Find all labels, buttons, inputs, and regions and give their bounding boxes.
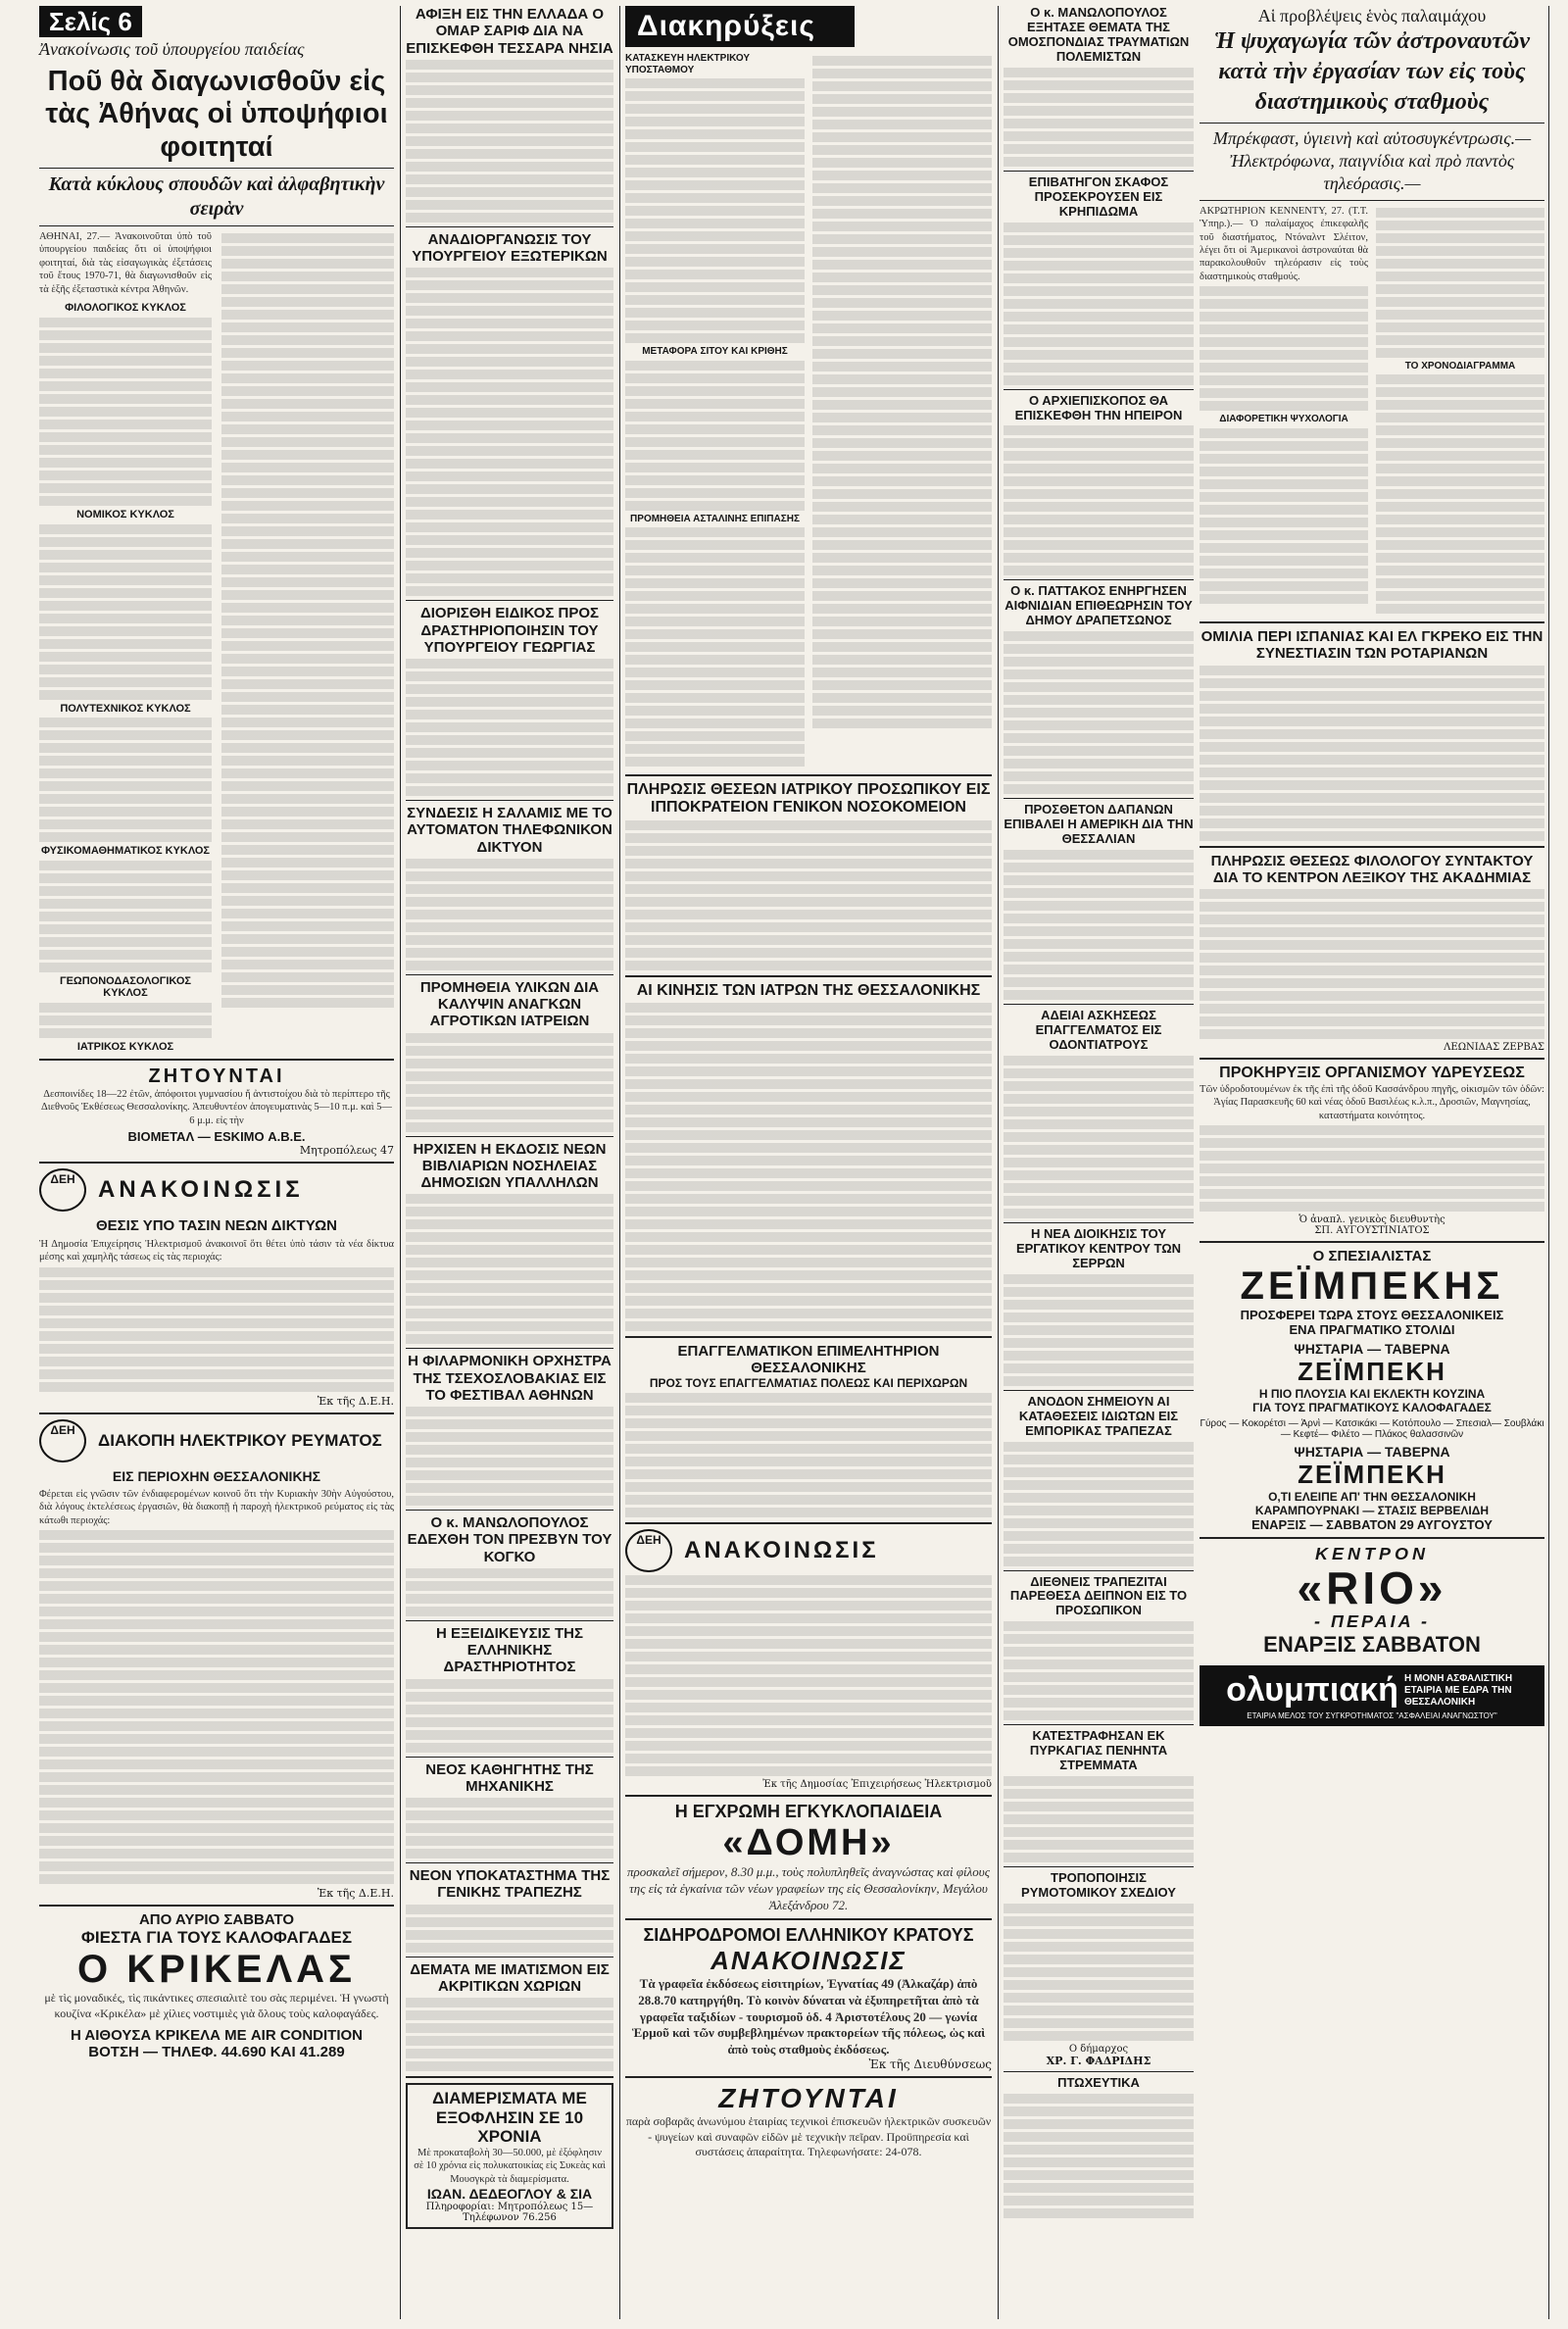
ad-name: Ο ΚΡΙΚΕΛΑΣ (76, 1948, 357, 1992)
text-block (406, 1194, 613, 1344)
ad-name: «RIO» (1297, 1561, 1447, 1613)
text-block (39, 524, 212, 700)
deh-logo-icon: ΔΕΗ (39, 1419, 86, 1462)
ad-menu: Γύρος — Κοκορέτσι — Ἀρνὶ — Κατσικάκι — Κοτόπουλο — Σπεσιαλ— Σουβλάκι— Κεφτέ— Φιλέτο — Πλάκος θαλασσινῶν (1200, 1417, 1544, 1440)
text-block (625, 820, 992, 970)
ad-sign: Ἐκ τῆς Δημοσίας Ἐπιχειρήσεως Ἠλεκτρισμοῦ (762, 1779, 992, 1791)
ad-side-text: Η ΜΟΝΗ ΑΣΦΑΛΙΣΤΙΚΗ ΕΤΑΙΡΙΑ ΜΕ ΕΔΡΑ ΤΗΝ ΘΕΣΣΑΛΟΝΙΚΗ (1403, 1672, 1513, 1708)
signature-name: ΣΠ. ΑΥΓΟΥΣΤΙΝΙΑΤΟΣ (1314, 1224, 1430, 1236)
ad-apartments (406, 2083, 613, 2229)
ad-pre: ΑΠΟ ΑΥΡΙΟ ΣΑΒΒΑΤΟ (138, 1911, 295, 1929)
article-headline: ΤΡΟΠΟΠΟΙΗΣΙΣ ΡΥΜΟΤΟΜΙΚΟΥ ΣΧΕΔΙΟΥ (1021, 1870, 1176, 1901)
ad-line: ΦΙΕΣΤΑ ΓΙΑ ΤΟΥΣ ΚΑΛΟΦΑΓΑΔΕΣ (80, 1928, 353, 1948)
article-headline: ΝΕΟΝ ΥΠΟΚΑΤΑΣΤΗΜΑ ΤΗΣ ΓΕΝΙΚΗΣ ΤΡΑΠΕΖΗΣ (409, 1867, 611, 1902)
text-block (39, 318, 212, 506)
article-headline: ΠΤΩΧΕΥΤΙΚΑ (1057, 2075, 1140, 2090)
ad-subtitle: ΑΝΑΚΟΙΝΩΣΙΣ (710, 1946, 906, 1976)
ad-line: ΖΕΪΜΠΕΚΗ (1298, 1356, 1446, 1386)
article-headline: ΣΥΝΔΕΣΙΣ Η ΣΑΛΑΜΙΣ ΜΕ ΤΟ ΑΥΤΟΜΑΤΟΝ ΤΗΛΕΦΩΝΙΚΟΝ ΔΙΚΤΥΟΝ (407, 805, 612, 856)
text-block (406, 1798, 613, 1858)
ad-phone: ΒΟΤΣΗ — ΤΗΛΕΦ. 44.690 ΚΑΙ 41.289 (88, 2043, 345, 2060)
text-block (1004, 1904, 1194, 2041)
main-headline: Ἡ ψυχαγωγία τῶν ἀστροναυτῶν κατὰ τὴν ἐργασίαν των εἰς τοὺς διαστημικοὺς σταθμοὺς (1214, 28, 1530, 116)
signature-name: ΛΕΩΝΙΔΑΣ ΖΕΡΒΑΣ (1444, 1042, 1544, 1054)
ad-domi (625, 1802, 992, 1913)
text-block (1004, 1776, 1194, 1862)
ad-name: «ΔΟΜΗ» (722, 1822, 895, 1864)
article-headline: ΔΙΟΡΙΣΘΗ ΕΙΔΙΚΟΣ ΠΡΟΣ ΔΡΑΣΤΗΡΙΟΠΟΙΗΣΙΝ ΤΟΥ ΥΠΟΥΡΓΕΙΟΥ ΓΕΩΡΓΙΑΣ (419, 605, 600, 656)
ad-line: ΕΝΑ ΠΡΑΓΜΑΤΙΚΟ ΣΤΟΛΙΔΙ (1289, 1321, 1455, 1337)
article-headline: ΠΛΗΡΩΣΙΣ ΘΕΣΕΩΝ ΙΑΤΡΙΚΟΥ ΠΡΟΣΩΠΙΚΟΥ ΕΙΣ ΙΠΠΟΚΡΑΤΕΙΟΝ ΓΕΝΙΚΟΝ ΝΟΣΟΚΟΜΕΙΟΝ (626, 781, 991, 817)
ad-line: ΨΗΣΤΑΡΙΑ — ΤΑΒΕΡΝΑ (1294, 1340, 1450, 1357)
text-block (406, 659, 613, 796)
text-block (406, 1568, 613, 1616)
article-headline: ΟΜΙΛΙΑ ΠΕΡΙ ΙΣΠΑΝΙΑΣ ΚΑΙ ΕΛ ΓΚΡΕΚΟ ΕΙΣ ΤΗΝ ΣΥΝΕΣΤΙΑΣΙΝ ΤΩΝ ΡΟΤΑΡΙΑΝΩΝ (1200, 628, 1544, 663)
ad-line: ΕΝΑΡΞΙΣ — ΣΑΒΒΑΤΟΝ 29 ΑΥΓΟΥΣΤΟΥ (1251, 1516, 1493, 1532)
deck: Μπρέκφαστ, ὑγιεινὴ καὶ αὐτοσυγκέντρωσις.— Ἠλεκτρόφωνα, παιγνίδια καὶ πρὸ παντὸς τηλεόρασις.— (1212, 127, 1532, 194)
text-block (625, 361, 805, 511)
text-block (39, 1267, 394, 1392)
ad-railways (625, 1925, 992, 2071)
article-headline: ΗΡΧΙΣΕΝ Η ΕΚΔΟΣΙΣ ΝΕΩΝ ΒΙΒΛΙΑΡΙΩΝ ΝΟΣΗΛΕΙΑΣ ΔΗΜΟΣΙΩΝ ΥΠΑΛΛΗΛΩΝ (413, 1140, 607, 1191)
prokiryxis (1200, 1065, 1544, 1236)
text-block (406, 1998, 613, 2071)
section-heading: ΙΑΤΡΙΚΟΣ ΚΥΚΛΟΣ (76, 1041, 174, 1054)
text-block (625, 1393, 992, 1517)
ad-line: Ο,ΤΙ ΕΛΕΙΠΕ ΑΠ' ΤΗΝ ΘΕΣΣΑΛΟΝΙΚΗ (1268, 1489, 1476, 1504)
column-5 (1200, 6, 1544, 1726)
text-block (1004, 223, 1194, 385)
text-block (39, 1003, 212, 1038)
deh-power-cut (39, 1419, 394, 1900)
ad-place: - ΠΕΡΑΙΑ - (1314, 1611, 1430, 1632)
section-tag: Σελίς 6 (39, 6, 142, 37)
text-block (625, 1003, 992, 1331)
ad-zeibekis (1200, 1248, 1544, 1532)
section-heading: ΦΙΛΟΛΟΓΙΚΟΣ ΚΥΚΛΟΣ (65, 302, 186, 315)
article-headline: ΕΠΙΒΑΤΗΓΟΝ ΣΚΑΦΟΣ ΠΡΟΣΕΚΡΟΥΣΕΝ ΕΙΣ ΚΡΗΠΙΔΩΜΑ (1028, 173, 1169, 219)
deh-announcement (39, 1168, 394, 1408)
text-block (1004, 1621, 1194, 1720)
deh-logo-icon: ΔΕΗ (39, 1168, 86, 1212)
text-block (1004, 1442, 1194, 1566)
kicker: Ἀνακοίνωσις τοῦ ὑπουργείου παιδείας (39, 39, 305, 59)
column-1 (39, 6, 394, 2060)
lead-paragraph: ΑΚΡΩΤΗΡΙΟΝ ΚΕΝΝΕΝΤΥ, 27. (Τ.Τ. Ὑπηρ.).— Ὁ παλαίμαχος ἐπικεφαλῆς τοῦ διαστήματος, Ντόναλντ Σλέιτον, λέγει ὅτι οἱ Ἀμερικανοὶ ἀστροναύται θὰ παρακολουθοῦν τηλεόρασιν εἰς τοὺς διαστημικοὺς σταθμούς. (1200, 205, 1368, 282)
text-block (1004, 850, 1194, 1000)
ad-olympiaki (1200, 1665, 1544, 1726)
column-2 (406, 6, 613, 2229)
text-block (406, 1679, 613, 1753)
article-headline: ΠΡΟΜΗΘΕΙΑ ΥΛΙΚΩΝ ΔΙΑ ΚΑΛΥΨΙΝ ΑΝΑΓΚΩΝ ΑΓΡΟΤΙΚΩΝ ΙΑΤΡΕΙΩΝ (419, 978, 600, 1030)
ad-text: Φέρεται εἰς γνῶσιν τῶν ἐνδιαφερομένων κοινοῦ ὅτι τὴν Κυριακὴν 30ὴν Αὐγούστου, διὰ λόγους ἐκτελέσεως ἐργασιῶν, θὰ διακοπῇ ἡ παροχὴ ἠλεκτρικοῦ ρεύματος εἰς τὰς κάτωθι περιοχάς: (39, 1488, 394, 1526)
ad-title: ΔΙΑΜΕΡΙΣΜΑΤΑ ΜΕ ΕΞΟΦΛΗΣΙΝ ΣΕ 10 ΧΡΟΝΙΑ (432, 2089, 587, 2147)
ad-start: ΕΝΑΡΞΙΣ ΣΑΒΒΑΤΟΝ (1263, 1632, 1481, 1658)
text-block (1376, 208, 1544, 358)
text-block (1376, 374, 1544, 614)
ad-line: ΖΕΪΜΠΕΚΗ (1298, 1459, 1446, 1489)
text-block (1004, 68, 1194, 167)
ad-text: προσκαλεῖ σήμερον, 8.30 μ.μ., τοὺς πολυπληθεῖς ἀναγνώστας καὶ φίλους της εἰς τὰ ἐγκαίνια τῶν νέων γραφείων της εἰς Θεσσαλονίκην, Μεγάλου Ἀλεξάνδρου 72. (626, 1864, 991, 1912)
text-block (406, 1905, 613, 1953)
ad-name: ολυμπιακή (1226, 1671, 1398, 1710)
section-heading: ΓΕΩΠΟΝΟΔΑΣΟΛΟΓΙΚΟΣ ΚΥΚΛΟΣ (59, 974, 192, 1000)
ad-title: ΔΙΑΚΟΠΗ ΗΛΕΚΤΡΙΚΟΥ ΡΕΥΜΑΤΟΣ (98, 1430, 382, 1450)
ad-line: ΨΗΣΤΑΡΙΑ — ΤΑΒΕΡΝΑ (1294, 1443, 1450, 1460)
ad-name: ΖΕΪΜΠΕΚΗΣ (1240, 1264, 1504, 1308)
subhead: Κατὰ κύκλους σπουδῶν καὶ ἀλφαβητικὴν σειρὰν (48, 173, 385, 221)
article-headline: ΔΙΕΘΝΕΙΣ ΤΡΑΠΕΖΙΤΑΙ ΠΑΡΕΘΕΣΑ ΔΕΙΠΝΟΝ ΕΙΣ ΤΟ ΠΡΟΣΩΠΙΚΟΝ (1009, 1573, 1188, 1618)
section-heading: ΝΟΜΙΚΟΣ ΚΥΚΛΟΣ (76, 508, 174, 520)
text-block (39, 1530, 394, 1884)
notice-heading: ΠΡΟΜΗΘΕΙΑ ΑΣΤΑΛΙΝΗΣ ΕΠΙΠΑΣΗΣ (630, 513, 800, 524)
article-headline: Ο κ. ΜΑΝΩΛΟΠΟΥΛΟΣ ΕΔΕΧΘΗ ΤΟΝ ΠΡΕΣΒΥΝ ΤΟΥ ΚΟΓΚΟ (407, 1514, 612, 1565)
text-block (1200, 286, 1368, 411)
text-block (1200, 428, 1368, 604)
article-headline: ΑΦΙΞΗ ΕΙΣ ΤΗΝ ΕΛΛΑΔΑ Ο ΟΜΑΡ ΣΑΡΙΦ ΔΙΑ ΝΑ ΕΠΙΣΚΕΦΘΗ ΤΕΣΣΑΡΑ ΝΗΣΙΑ (406, 6, 613, 57)
ad-firm: ΙΩΑΝ. ΔΕΔΕΟΓΛΟΥ & ΣΙΑ (426, 2185, 593, 2202)
notice-heading: ΚΑΤΑΣΚΕΥΗ ΗΛΕΚΤΡΙΚΟΥ ΥΠΟΣΤΑΘΜΟΥ (625, 53, 751, 75)
ad-zitountai (39, 1065, 394, 1157)
text-block (812, 56, 992, 728)
article-headline: ΔΕΜΑΤΑ ΜΕ ΙΜΑΤΙΣΜΟΝ ΕΙΣ ΑΚΡΙΤΙΚΩΝ ΧΩΡΙΩΝ (410, 1960, 610, 1995)
ad-title: ΖΗΤΟΥΝΤΑΙ (718, 2083, 899, 2114)
main-headline: Ποῦ θὰ διαγωνισθοῦν εἰς τὰς Ἀθήνας οἱ ὑποψήφιοι φοιτηταί (45, 66, 388, 163)
signature-role: Ὁ ἀναπλ. γενικὸς διευθυντὴς (1298, 1214, 1446, 1225)
column-3 (625, 6, 992, 2160)
ad-sign: Ἐκ τῆς Διευθύνσεως (868, 2057, 992, 2072)
lead-paragraph: ΑΘΗΝΑΙ, 27.— Ἀνακοινοῦται ὑπὸ τοῦ ὑπουργείου παιδείας ὅτι οἱ ὑποψήφιοι φοιτηταί, διὰ τὰς εἰσαγωγικὰς ἐξετάσεις τοῦ ἔτους 1970-71, θὰ διαγωνισθοῦν εἰς τὰ ἑξῆς ἐξεταστικὰ κέντρα Ἀθηνῶν. (39, 231, 212, 295)
ad-footer: ΕΤΑΙΡΙΑ ΜΕΛΟΣ ΤΟΥ ΣΥΓΚΡΟΤΗΜΑΤΟΣ "ΑΣΦΑΛΕΙΑΙ ΑΝΑΓΝΩΣΤΟΥ" (1247, 1711, 1497, 1721)
text-block (625, 1575, 992, 1776)
ad-ac: Η ΑΙΘΟΥΣΑ ΚΡΙΚΕΛΑ ΜΕ AIR CONDITION (70, 2026, 364, 2044)
text-block (625, 527, 805, 767)
ad-rio (1200, 1544, 1544, 1658)
article-headline: ΑΝΑΔΙΟΡΓΑΝΩΣΙΣ ΤΟΥ ΥΠΟΥΡΓΕΙΟΥ ΕΞΩΤΕΡΙΚΩΝ (412, 230, 608, 265)
article-headline: ΑΝΟΔΟΝ ΣΗΜΕΙΟΥΝ ΑΙ ΚΑΤΑΘΕΣΕΙΣ ΙΔΙΩΤΩΝ ΕΙΣ ΕΜΠΟΡΙΚΑΣ ΤΡΑΠΕΖΑΣ (1018, 1393, 1179, 1438)
text-block (406, 1407, 613, 1506)
text-block (406, 60, 613, 223)
article-headline: Ο κ. ΠΑΤΤΑΚΟΣ ΕΝΗΡΓΗΣΕΝ ΑΙΦΝΙΔΙΑΝ ΕΠΙΘΕΩΡΗΣΙΝ ΤΟΥ ΔΗΜΟΥ ΔΡΑΠΕΤΣΩΝΟΣ (1004, 583, 1193, 628)
signature-name: ΧΡ. Γ. ΦΑΔΡΙΔΗΣ (1046, 2055, 1152, 2067)
deh-logo-icon: ΔΕΗ (625, 1529, 672, 1572)
article-subheadline: ΠΡΟΣ ΤΟΥΣ ΕΠΑΓΓΕΛΜΑΤΙΑΣ ΠΟΛΕΩΣ ΚΑΙ ΠΕΡΙΧΩΡΩΝ (649, 1375, 968, 1390)
ad-text: μὲ τὶς μοναδικές, τὶς πικάντικες σπεσιαλιτὲ του σὰς περιμένει. Ἡ γνωστὴ κουζίνα «Κρικέλα» μὲ χίλιες νοστιμιὲς γιὰ ὅλους τοὺς καλοφαγάδες. (44, 1991, 389, 2020)
text-block (1200, 1125, 1544, 1212)
ad-text: παρὰ σοβαρᾶς ἀνωνύμου ἑταιρίας τεχνικοὶ ἐπισκευῶν ἠλεκτρικῶν συσκευῶν - ψυγείων καὶ συναφῶν εἰδῶν μὲ τεχνικὴν πεῖραν. Προϋπηρεσία καὶ συστάσεις ἀπαραίτητα. Τηλεφωνήσατε: 24-078. (625, 2114, 992, 2159)
ad-title: ΑΝΑΚΟΙΝΩΣΙΣ (98, 1176, 304, 1204)
article-headline: Ο ΑΡΧΙΕΠΙΣΚΟΠΟΣ ΘΑ ΕΠΙΣΚΕΦΘΗ ΤΗΝ ΗΠΕΙΡΟΝ (1014, 392, 1183, 422)
article-headline: ΑΙ ΚΙΝΗΣΙΣ ΤΩΝ ΙΑΤΡΩΝ ΤΗΣ ΘΕΣΣΑΛΟΝΙΚΗΣ (636, 981, 981, 999)
text-block (406, 268, 613, 596)
ad-pre: Η ΕΓΧΡΩΜΗ ΕΓΚΥΚΛΟΠΑΙΔΕΙΑ (674, 1802, 943, 1822)
text-block (1004, 1056, 1194, 1218)
text-block (1200, 666, 1544, 841)
text-block (39, 861, 212, 972)
signature-role: Ο δήμαρχος (1068, 2044, 1129, 2055)
article-headline: Ο κ. ΜΑΝΩΛΟΠΟΥΛΟΣ ΕΞΗΤΑΣΕ ΘΕΜΑΤΑ ΤΗΣ ΟΜΟΣΠΟΝΔΙΑΣ ΤΡΑΥΜΑΤΙΩΝ ΠΟΛΕΜΙΣΤΩΝ (1007, 5, 1190, 64)
kicker: Αἱ προβλέψεις ἑνὸς παλαιμάχου (1257, 6, 1487, 25)
ad-krikelas (39, 1911, 394, 2060)
notice-heading: ΜΕΤΑΦΟΡΑ ΣΙΤΟΥ ΚΑΙ ΚΡΙΘΗΣ (642, 346, 788, 357)
text-block (39, 718, 212, 842)
ad-subtitle: ΘΕΣΙΣ ΥΠΟ ΤΑΣΙΝ ΝΕΩΝ ΔΙΚΤΥΩΝ (95, 1217, 337, 1235)
ad-text: Τὰ γραφεῖα ἐκδόσεως εἰσιτηρίων, Ἐγνατίας 49 (Ἀλκαζάρ) ἀπὸ 28.8.70 κατηργήθη. Τὸ κοινὸν δύναται νὰ ἐξυπηρετῆται ἀπὸ τὰ γραφεῖα ταξιδίων - τουρισμοῦ ὁδ. 4 Ἀριστοτέλους 20 — γωνία Ἑρμοῦ καὶ τῶν συμβεβλημένων πρακτορείων τῆς πόλεως, ὡς καὶ ἀπὸ τοὺς σταθμοὺς ἐκδόσεως. (631, 1976, 986, 2056)
article-headline: ΝΕΟΣ ΚΑΘΗΓΗΤΗΣ ΤΗΣ ΜΗΧΑΝΙΚΗΣ (425, 1760, 594, 1795)
section-heading: ΦΥΣΙΚΟΜΑΘΗΜΑΤΙΚΟΣ ΚΥΚΛΟΣ (40, 845, 211, 858)
column-4 (1004, 6, 1194, 2221)
text-block (1004, 1274, 1194, 1386)
ad-line: ΓΙΑ ΤΟΥΣ ΠΡΑΓΜΑΤΙΚΟΥΣ ΚΑΛΟΦΑΓΑΔΕΣ (1252, 1400, 1492, 1414)
article-headline: ΕΠΑΓΓΕΛΜΑΤΙΚΟΝ ΕΠΙΜΕΛΗΤΗΡΙΟΝ ΘΕΣΣΑΛΟΝΙΚΗΣ (677, 1343, 940, 1377)
ad-pre: ΚΕΝΤΡΟΝ (1314, 1543, 1429, 1563)
ad-text: Ἡ Δημοσία Ἐπιχείρησις Ἠλεκτρισμοῦ ἀνακοινοῖ ὅτι θέτει ὑπὸ τάσιν τὰ νέα δίκτυα μέσης καὶ χαμηλῆς τάσεως εἰς τὰς περιοχάς: (39, 1239, 394, 1264)
text-block (625, 78, 805, 343)
article-headline: ΠΡΟΣΘΕΤΟΝ ΔΑΠΑΝΩΝ ΕΠΙΒΑΛΕΙ Η ΑΜΕΡΙΚΗ ΔΙΑ ΤΗΝ ΘΕΣΣΑΛΙΑΝ (1004, 802, 1194, 847)
ad-line: ΚΑΡΑΜΠΟΥΡΝΑΚΙ — ΣΤΑΣΙΣ ΒΕΡΒΕΛΙΔΗ (1254, 1503, 1490, 1517)
ad-firm: ΒΙΟΜΕΤΑΛ — ΕSKIMO Α.Β.Ε. (127, 1129, 306, 1145)
ad-text: Τῶν ὑδροδοτουμένων ἐκ τῆς ἐπὶ τῆς ὁδοῦ Κασσάνδρου πηγῆς, οἰκισμῶν τῶν ὁδῶν: Ἁγίας Παρασκευῆς 60 καὶ νέας ὁδοῦ Βασιλέως κ.λ.π., Δροσιῶν, Μαγνησίας, καταστήματα κοινότητος. (1200, 1083, 1544, 1121)
article-headline: Η ΦΙΛΑΡΜΟΝΙΚΗ ΟΡΧΗΣΤΡΑ ΤΗΣ ΤΣΕΧΟΣΛΟΒΑΚΙΑΣ ΕΙΣ ΤΟ ΦΕΣΤΙΒΑΛ ΑΘΗΝΩΝ (408, 1353, 612, 1404)
text-block (406, 1033, 613, 1132)
ad-sign: Ἐκ τῆς Δ.Ε.Η. (317, 1394, 394, 1408)
ad-address: Πληροφορίαι: Μητροπόλεως 15—Τηλέφωνον 76.256 (425, 2201, 594, 2223)
ad-sign: Ἐκ τῆς Δ.Ε.Η. (317, 1887, 394, 1901)
article-headline: ΠΛΗΡΩΣΙΣ ΘΕΣΕΩΣ ΦΙΛΟΛΟΓΟΥ ΣΥΝΤΑΚΤΟΥ ΔΙΑ ΤΟ ΚΕΝΤΡΟΝ ΛΕΞΙΚΟΥ ΤΗΣ ΑΚΑΔΗΜΙΑΣ (1210, 852, 1534, 886)
text-block (221, 233, 394, 1008)
ad-title: ΖΗΤΟΥΝΤΑΙ (148, 1065, 285, 1087)
ad-line: Η ΠΙΟ ΠΛΟΥΣΙΑ ΚΑΙ ΕΚΛΕΚΤΗ ΚΟΥΖΙΝΑ (1258, 1386, 1486, 1401)
article-headline: ΚΑΤΕΣΤΡΑΦΗΣΑΝ ΕΚ ΠΥΡΚΑΓΙΑΣ ΠΕΝΗΝΤΑ ΣΤΡΕΜΜΑΤΑ (1029, 1728, 1168, 1773)
ad-pre: Ο ΣΠΕΣΙΑΛΙΣΤΑΣ (1312, 1247, 1432, 1264)
section-heading: ΠΟΛΥΤΕΧΝΙΚΟΣ ΚΥΚΛΟΣ (60, 702, 191, 715)
subheading: ΔΙΑΦΟΡΕΤΙΚΗ ΨΥΧΟΛΟΓΙΑ (1219, 414, 1348, 425)
subheading: ΤΟ ΧΡΟΝΟΔΙΑΓΡΑΜΜΑ (1404, 360, 1516, 372)
masthead-diakiryxeis: Διακηρύξεις (625, 6, 855, 47)
text-block (1004, 2094, 1194, 2218)
ad-address: Μητροπόλεως 47 (299, 1144, 394, 1158)
text-block (1200, 889, 1544, 1039)
text-block (1004, 631, 1194, 794)
ad-text: Δεσποινίδες 18—22 ἐτῶν, ἀπόφοιτοι γυμνασίου ἤ ἀντιστοίχου διὰ τὸ περίπτερο τῆς Διεθνοῦς Ἐκθέσεως Θεσσαλονίκης. Ἀπευθυντέον ἀπογευματινὰς 5—10 π.μ. καὶ 5—6 μ.μ. εἰς τὴν (41, 1088, 392, 1126)
ad-title: ΑΝΑΚΟΙΝΩΣΙΣ (684, 1537, 879, 1564)
ad-title: ΠΡΟΚΗΡΥΞΙΣ ΟΡΓΑΝΙΣΜΟΥ ΥΔΡΕΥΣΕΩΣ (1219, 1065, 1525, 1082)
article-headline: ΑΔΕΙΑΙ ΑΣΚΗΣΕΩΣ ΕΠΑΓΓΕΛΜΑΤΟΣ ΕΙΣ ΟΔΟΝΤΙΑΤΡΟΥΣ (1035, 1008, 1162, 1052)
ad-title: ΣΙΔΗΡΟΔΡΟΜΟΙ ΕΛΛΗΝΙΚΟΥ ΚΡΑΤΟΥΣ (643, 1925, 974, 1946)
article-headline: Η ΕΞΕΙΔΙΚΕΥΣΙΣ ΤΗΣ ΕΛΛΗΝΙΚΗΣ ΔΡΑΣΤΗΡΙΟΤΗΤΟΣ (436, 1624, 583, 1676)
ad-text: Μὲ προκαταβολὴ 30—50.000, μὲ ἐξόφλησιν σὲ 10 χρόνια εἰς πολυκατοικίας εἰς Συκεὰς καὶ Μουσγκρὰ τὰ διαμερίσματα. (414, 2147, 606, 2185)
article-headline: Η ΝΕΑ ΔΙΟΙΚΗΣΙΣ ΤΟΥ ΕΡΓΑΤΙΚΟΥ ΚΕΝΤΡΟΥ ΤΩΝ ΣΕΡΡΩΝ (1015, 1225, 1182, 1270)
ad-subtitle: ΕΙΣ ΠΕΡΙΟΧΗΝ ΘΕΣΣΑΛΟΝΙΚΗΣ (112, 1467, 321, 1484)
text-block (406, 859, 613, 970)
ad-zitountai-2 (625, 2083, 992, 2159)
text-block (1004, 425, 1194, 575)
ad-line: ΠΡΟΣΦΕΡΕΙ ΤΩΡΑ ΣΤΟΥΣ ΘΕΣΣΑΛΟΝΙΚΕΙΣ (1240, 1307, 1504, 1322)
deh-announcement-2 (625, 1529, 992, 1790)
